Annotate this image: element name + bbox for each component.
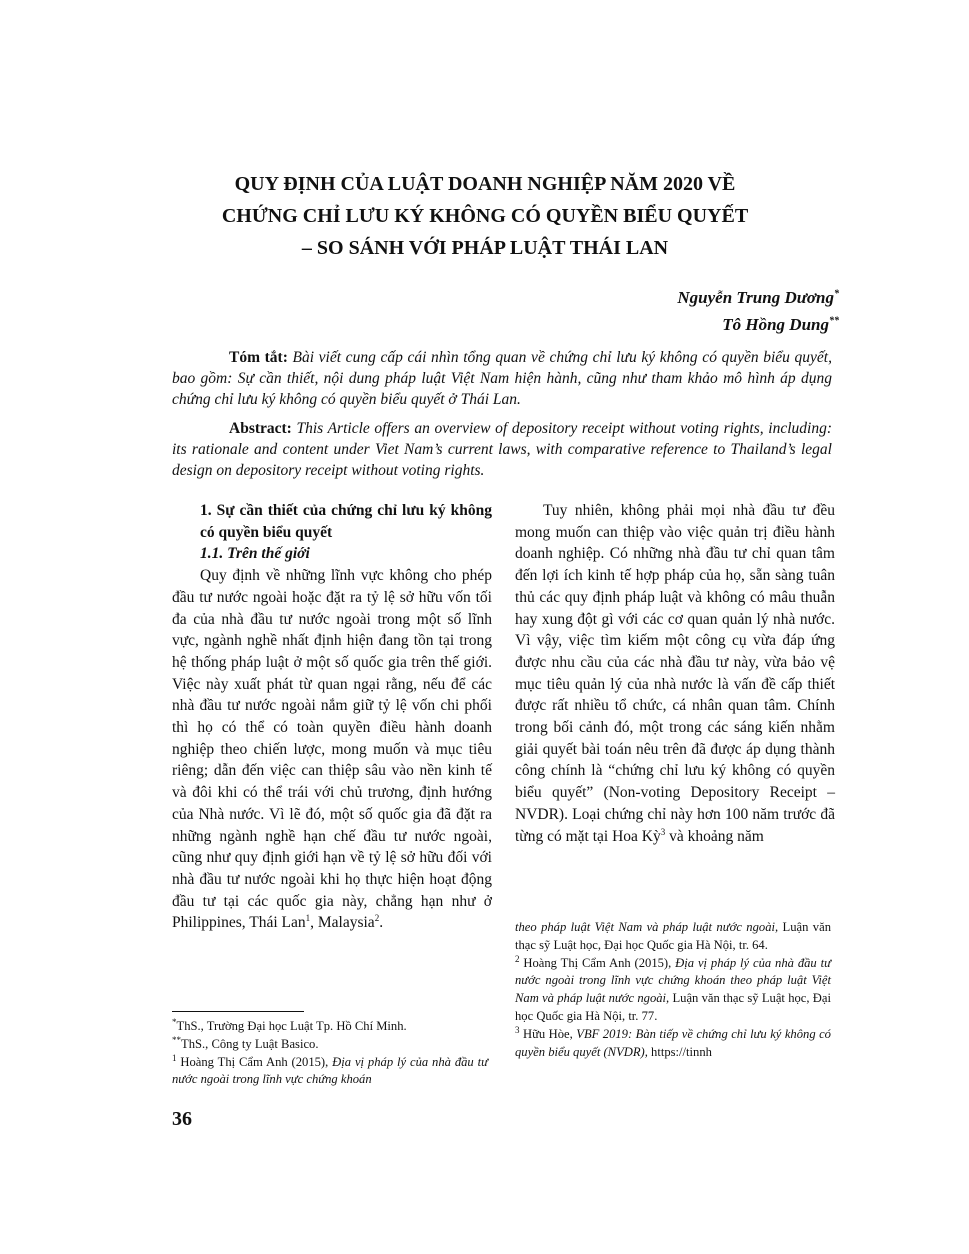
footnote-3 xyxy=(515,1026,831,1062)
footnote-text: Hoàng Thị Cẩm Anh (2015), xyxy=(180,1054,333,1069)
footnote-text: Luận văn thạc sỹ Luật học, Đại học Quốc gia Hà Nội, tr. 64. xyxy=(515,920,831,952)
author-2 xyxy=(677,311,839,338)
footnote-mark: 3 xyxy=(515,1024,520,1035)
footnote-1 xyxy=(172,1054,488,1090)
abstract-label: Abstract: xyxy=(229,420,292,437)
title-line-3: – SO SÁNH VỚI PHÁP LUẬT THÁI LAN xyxy=(301,237,669,259)
vietnamese-summary xyxy=(172,347,832,410)
footnote-ref-2[interactable]: 2 xyxy=(374,913,380,924)
author-2-mark: ** xyxy=(829,315,839,327)
footnote-1-continued xyxy=(515,919,831,955)
author-2-name: Tô Hồng Dung xyxy=(722,315,829,334)
article-title xyxy=(150,168,820,264)
para1-text: Quy định về những lĩnh vực không cho phép đầu tư nước ngoài hoặc đặt ra tỷ lệ sở hữu vốn tối đa của nhà đầu tư nước ngoài trong một số lĩnh vực, ngành nghề nhất định hiện đang tồn tại trong hệ thống pháp luật ở một số quốc gia trên thế giới. Việc này xuất phát từ quan ngại rằng, nếu để các nhà đầu tư nước ngoài nắm giữ tỷ lệ vốn chi phối thì họ có thể có toàn quyền điều hành doanh nghiệp theo chiến lược, mong muốn và mục tiêu riêng; dẫn đến việc can thiệp sâu vào nền kinh tế và đôi khi có thể trái với chủ trương, định hướng của Nhà nước. Vì lẽ đó, một số quốc gia đã đặt ra những ngành nghề hạn chế đầu tư nước ngoài, cũng như quy định giới hạn về tỷ lệ sở hữu đối với nhà đầu tư nước ngoài khi họ thực hiện hoạt động đầu tư tại các quốc gia này, chẳng hạn như ở Philippines, Thái Lan xyxy=(172,567,492,932)
footnote-author-2 xyxy=(172,1036,488,1054)
footnote-ref-3[interactable]: 3 xyxy=(660,826,666,837)
author-list xyxy=(677,284,839,338)
footnote-2 xyxy=(515,955,831,1026)
section-heading: 1. Sự cần thiết của chứng chỉ lưu ký không có quyền biểu quyết xyxy=(200,502,492,541)
author-1-mark: * xyxy=(834,288,839,300)
author-1 xyxy=(677,284,839,311)
title-line-2: CHỨNG CHỈ LƯU KÝ KHÔNG CÓ QUYỀN BIỂU QUYẾT xyxy=(221,205,749,227)
footnote-italic: Địa vị pháp lý của nhà đầu tư nước ngoài trong lĩnh vực chứng khoán theo pháp luật Việt Nam và pháp luật nước ngoài, xyxy=(515,955,831,1006)
body-paragraph-2 xyxy=(515,500,835,847)
para2-end: và khoảng năm xyxy=(665,827,764,845)
footnote-text: https://tinnh xyxy=(647,1044,712,1059)
footnote-mark: * xyxy=(172,1016,177,1027)
author-1-name: Nguyễn Trung Dương xyxy=(677,288,834,307)
footnote-mark: ** xyxy=(172,1034,181,1045)
footnote-text: ThS., Trường Đại học Luật Tp. Hồ Chí Minh. xyxy=(176,1019,407,1033)
summary-label: Tóm tắt: xyxy=(229,349,288,366)
left-column xyxy=(172,500,492,934)
para1-end: . xyxy=(379,914,384,932)
footnotes-right xyxy=(515,919,831,1061)
para2-text: Tuy nhiên, không phải mọi nhà đầu tư đều mong muốn can thiệp vào việc quản trị điều hành doanh nghiệp. Có những nhà đầu tư chỉ quan tâm đến lợi ích kinh tế hợp pháp của họ, sẵn sàng tuân thủ các quy định pháp luật và không có mâu thuẫn hay xung đột gì với các cơ quan quản lý nhà nước. Vì vậy, việc tìm kiếm một công cụ vừa đáp ứng được nhu cầu của các nhà đầu tư này, vừa bảo vệ mục tiêu quản lý của nhà nước là vấn đề cấp thiết được rất nhiều tổ chức, cá nhân quan tâm. Chính trong bối cảnh đó, một trong các sáng kiến nhằm giải quyết bài toán nêu trên đã được áp dụng thành công chính là “chứng chỉ lưu ký không có quyền biểu quyết” (Non-voting Depository Receipt – NVDR). Loại chứng chỉ này hơn 100 năm trước đã từng có mặt tại Hoa Kỳ xyxy=(515,502,835,845)
para1-mid: , Malaysia xyxy=(310,914,375,932)
footnote-mark: 1 xyxy=(172,1052,177,1063)
footnote-ref-1[interactable]: 1 xyxy=(305,913,311,924)
subsection-heading: 1.1. Trên thế giới xyxy=(200,545,310,563)
footnote-text: ThS., Công ty Luật Basico. xyxy=(181,1036,319,1051)
page-number: 36 xyxy=(172,1108,192,1130)
title-line-1: QUY ĐỊNH CỦA LUẬT DOANH NGHIỆP NĂM 2020 VỀ xyxy=(234,173,736,195)
footnote-text: Luận văn thạc sỹ Luật học, Đại học Quốc gia Hà Nội, tr. 77. xyxy=(515,991,831,1023)
footnote-text: Hoàng Thị Cẩm Anh (2015), xyxy=(523,955,676,970)
footnote-divider xyxy=(172,1011,304,1012)
summary-text: Bài viết cung cấp cái nhìn tổng quan về chứng chỉ lưu ký không có quyền biểu quyết, bao gồm: Sự cần thiết, nội dung pháp luật Việt Nam hiện hành, cũng như tham khảo mô hình áp dụng chứng chỉ lưu ký không có quyền biểu quyết ở Thái Lan. xyxy=(172,349,832,408)
footnote-text: Hữu Hòe, xyxy=(522,1026,577,1041)
footnote-author-1 xyxy=(172,1018,488,1036)
body-paragraph-1 xyxy=(172,565,492,934)
footnote-italic: VBF 2019: Bàn tiếp về chứng chỉ lưu ký không có quyền biểu quyết (NVDR), xyxy=(515,1026,831,1059)
footnote-mark: 2 xyxy=(515,953,520,964)
footnotes-left xyxy=(172,1018,488,1089)
footnote-italic: theo pháp luật Việt Nam và pháp luật nước ngoài, xyxy=(515,920,779,934)
footnote-italic: Địa vị pháp lý của nhà đầu tư nước ngoài trong lĩnh vực chứng khoán xyxy=(172,1054,488,1087)
english-abstract xyxy=(172,418,832,481)
abstract-text: This Article offers an overview of depository receipt without voting rights, including: its rationale and content under Viet Nam’s current laws, with comparative reference to Thailand’s legal design on depository receipt without voting rights. xyxy=(172,420,832,479)
right-column xyxy=(515,500,835,847)
